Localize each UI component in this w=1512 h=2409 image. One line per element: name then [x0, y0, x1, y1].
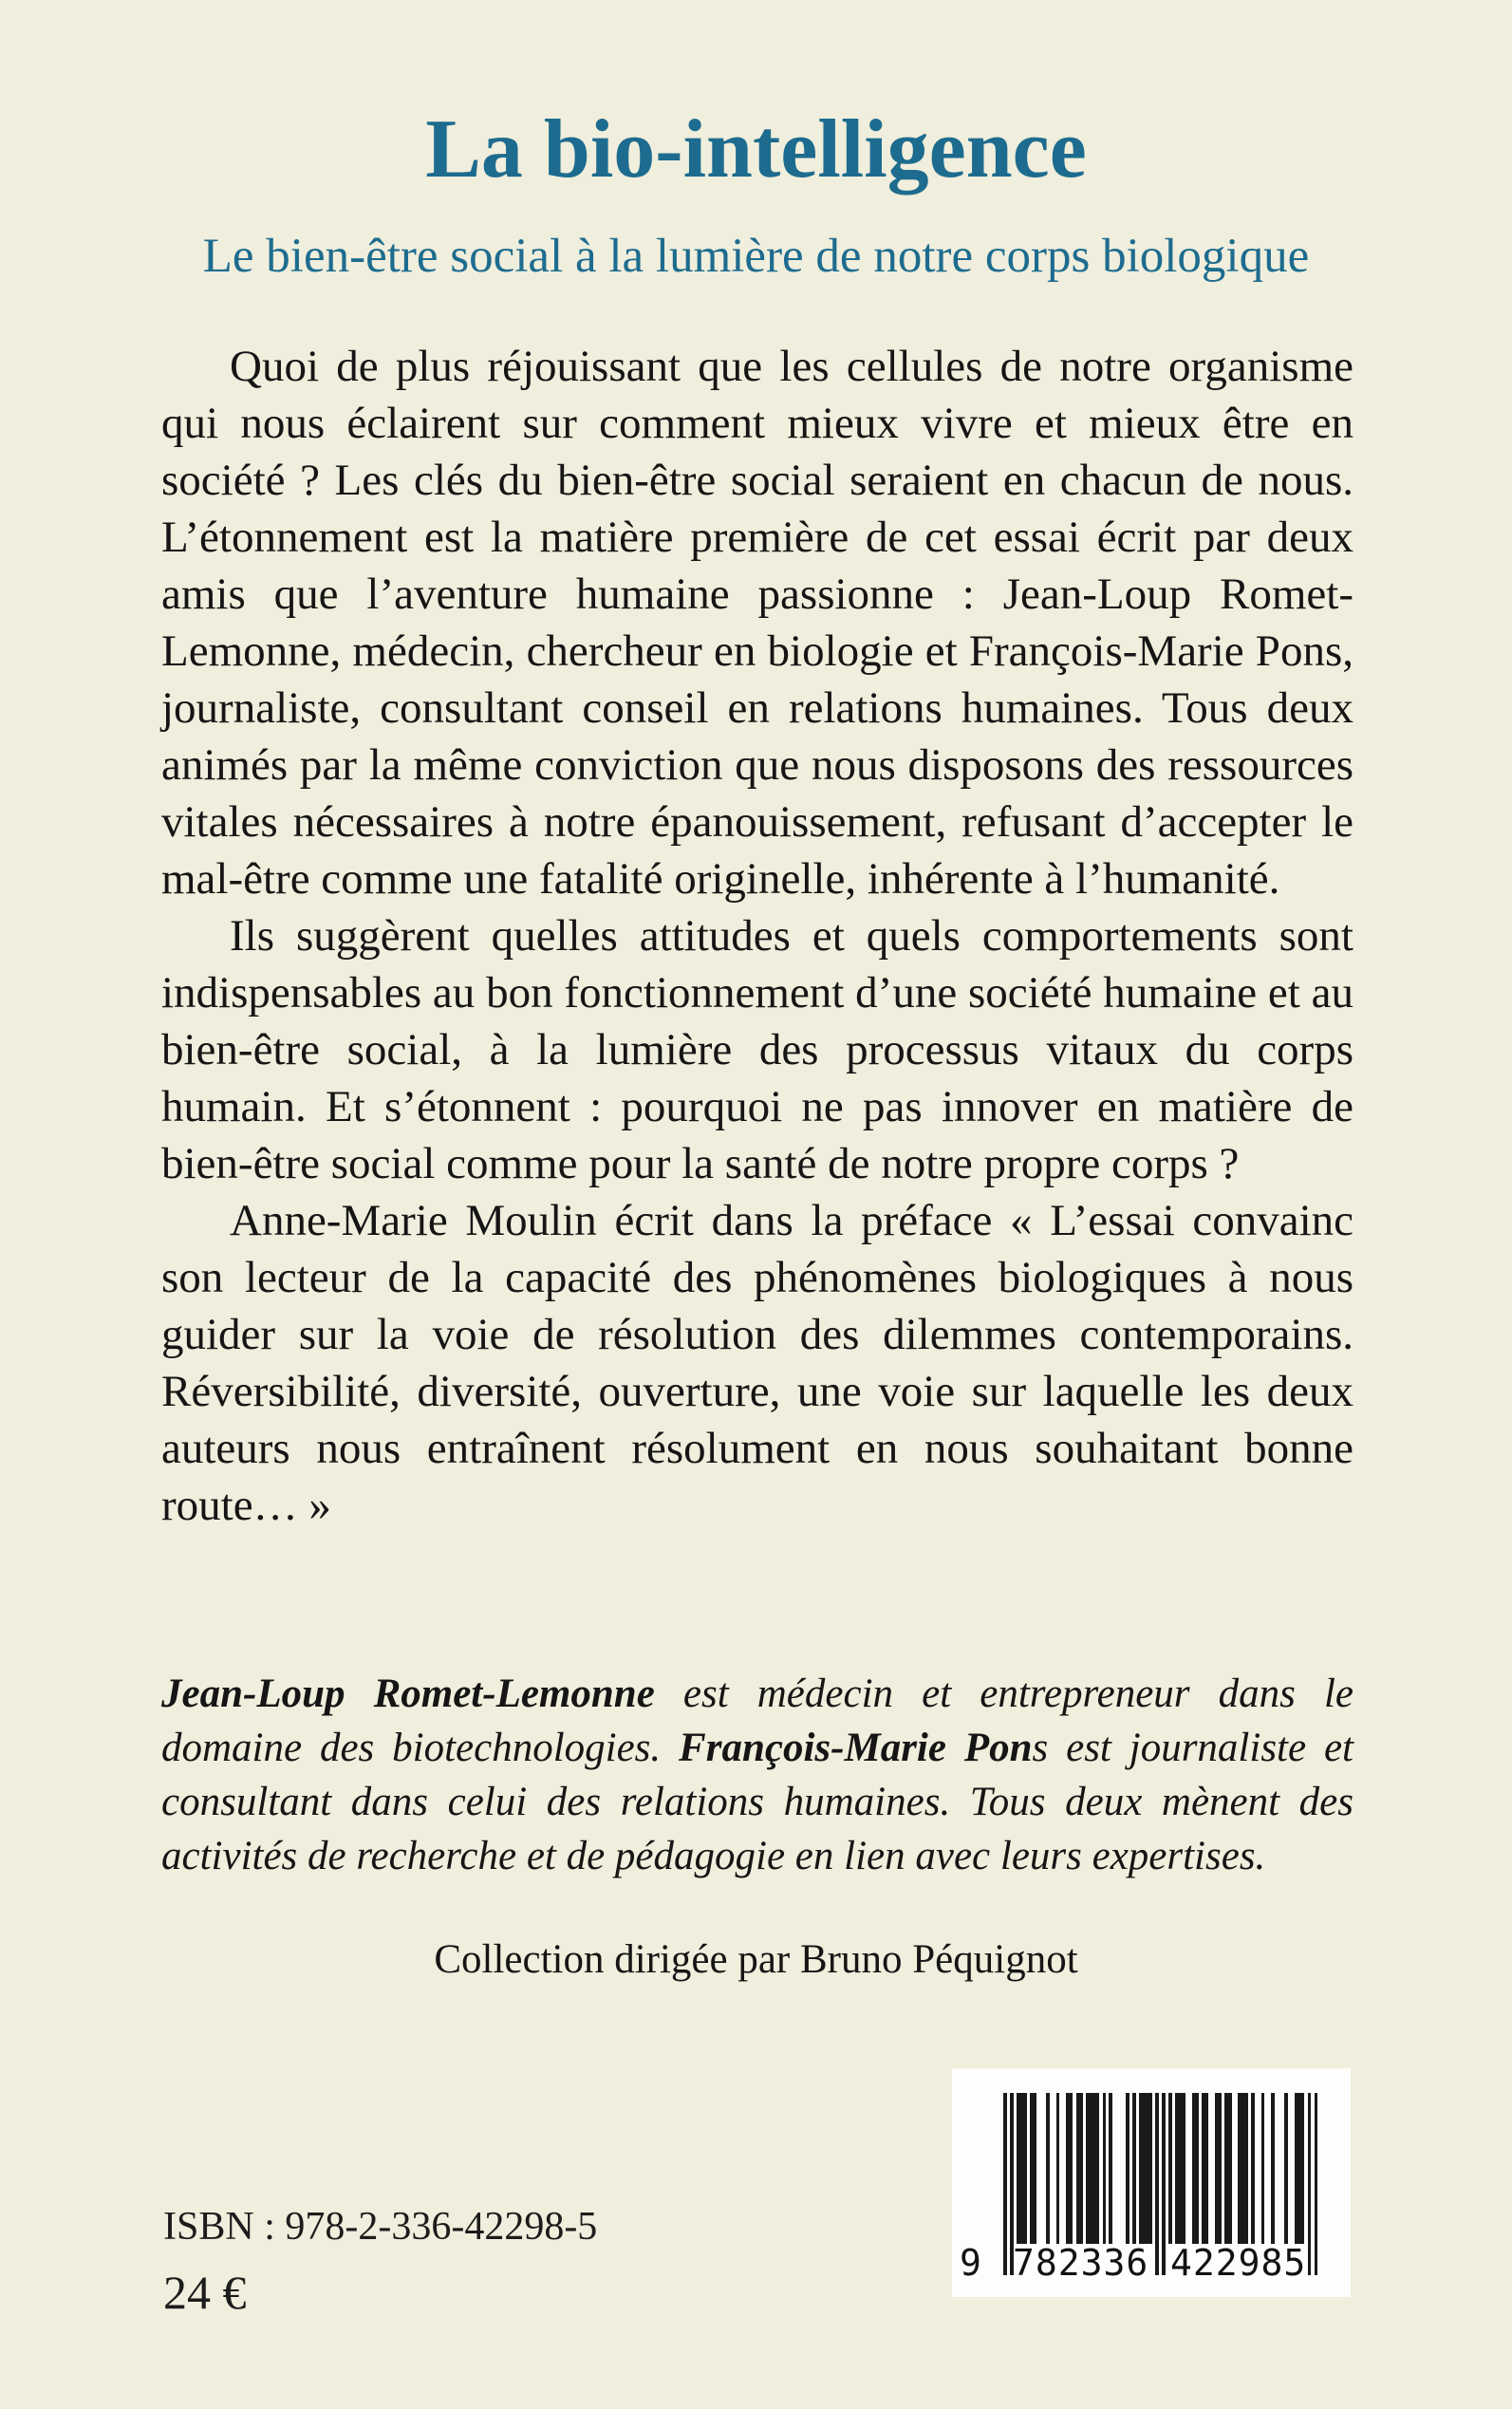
author2-description: s est journaliste et consultant dans celui des relations humaines. Tous deux mènent des activités de recherche et de pédagogie en lien avec leurs expertises. — [161, 1726, 1353, 1878]
barcode-bar — [1301, 2093, 1305, 2244]
barcode — [952, 2068, 1351, 2297]
synopsis-paragraph-2: Ils suggèrent quelles attitudes et quels comportements sont indispensables au bon fonctionnement d’une société humaine et au bien-être social, à la lumière des processus vitaux du corps humain. Et s’étonnent : pourquoi ne pas innover en matière de bien-être social comme pour la santé de notre propre corps ? — [161, 911, 1353, 1188]
barcode-bar — [1251, 2093, 1255, 2244]
book-title: La bio-intelligence — [425, 103, 1087, 196]
barcode-digits-group1: 782336 — [1013, 2242, 1149, 2284]
barcode-bar — [1271, 2093, 1275, 2244]
barcode-bar — [1079, 2093, 1083, 2244]
barcode-bar — [1056, 2093, 1060, 2244]
authors-bio — [161, 1667, 1353, 1883]
barcode-bar — [1168, 2093, 1172, 2244]
barcode-bar — [1228, 2093, 1232, 2244]
barcode-bar — [1023, 2093, 1027, 2244]
barcode-guard-bar — [1155, 2093, 1159, 2275]
barcode-guard-bar — [1162, 2093, 1166, 2275]
barcode-bar — [1195, 2093, 1199, 2244]
barcode-bar — [1218, 2093, 1222, 2244]
author2-name: François-Marie Pon — [679, 1726, 1033, 1770]
author1-name: Jean-Loup Romet-Lemonne — [161, 1671, 655, 1716]
price-text: 24 € — [163, 2266, 247, 2319]
barcode-bar — [1046, 2093, 1050, 2244]
synopsis-paragraph-1: Quoi de plus réjouissant que les cellules de notre organisme qui nous éclairent sur comment mieux vivre et mieux être en société ? Les clés du bien-être social seraient en chacun de nous. L’étonnement est la matière première de cet essai écrit par deux amis que l’aventure humaine passionne : Jean-Loup Romet-Lemonne, médecin, chercheur en biologie et François-Marie Pons, journaliste, consultant conseil en relations humaines. Tous deux animés par la même conviction que nous disposons des ressources vitales nécessaires à notre épanouissement, refusant d’accepter le mal-être comme une fatalité originelle, inhérente à l’humanité. — [161, 342, 1353, 904]
book-subtitle: Le bien-être social à la lumière de notre corps biologique — [202, 230, 1310, 283]
barcode-bar — [1132, 2093, 1136, 2244]
barcode-guard-bar — [1003, 2093, 1007, 2275]
barcode-bar — [1109, 2093, 1112, 2244]
isbn-text: ISBN : 978-2-336-42298-5 — [163, 2205, 598, 2249]
barcode-guard-bar — [1308, 2093, 1312, 2275]
barcode-bar — [1126, 2093, 1129, 2244]
barcode-bar — [1261, 2093, 1265, 2244]
barcode-digits-group2: 422985 — [1170, 2242, 1307, 2284]
collection-line: Collection dirigée par Bruno Péquignot — [434, 1937, 1078, 1982]
barcode-bar — [1205, 2093, 1209, 2244]
barcode-bar — [1182, 2093, 1185, 2244]
synopsis — [161, 338, 1353, 1534]
author1-description: est médecin et entrepreneur dans le domaine des biotechnologies. — [161, 1671, 1353, 1770]
barcode-digit-leading: 9 — [960, 2242, 982, 2284]
barcode-bar — [1096, 2093, 1100, 2244]
barcode-bar — [1103, 2093, 1107, 2244]
synopsis-paragraph-3: Anne-Marie Moulin écrit dans la préface « L’essai convainc son lecteur de la capacité des phénomènes biologiques à nous guider sur la voie de résolution des dilemmes contemporains. Réversibilité, diversité, ouverture, une voie sur laquelle les deux auteurs nous entraînent résolument en nous souhaitant bonne route… » — [161, 1196, 1353, 1530]
barcode-bar — [1070, 2093, 1073, 2244]
barcode-guard-bar — [1315, 2093, 1318, 2275]
barcode-bar — [1244, 2093, 1248, 2244]
barcode-bar — [1284, 2093, 1288, 2244]
barcode-bar — [1033, 2093, 1036, 2244]
barcode-bar — [1148, 2093, 1152, 2244]
